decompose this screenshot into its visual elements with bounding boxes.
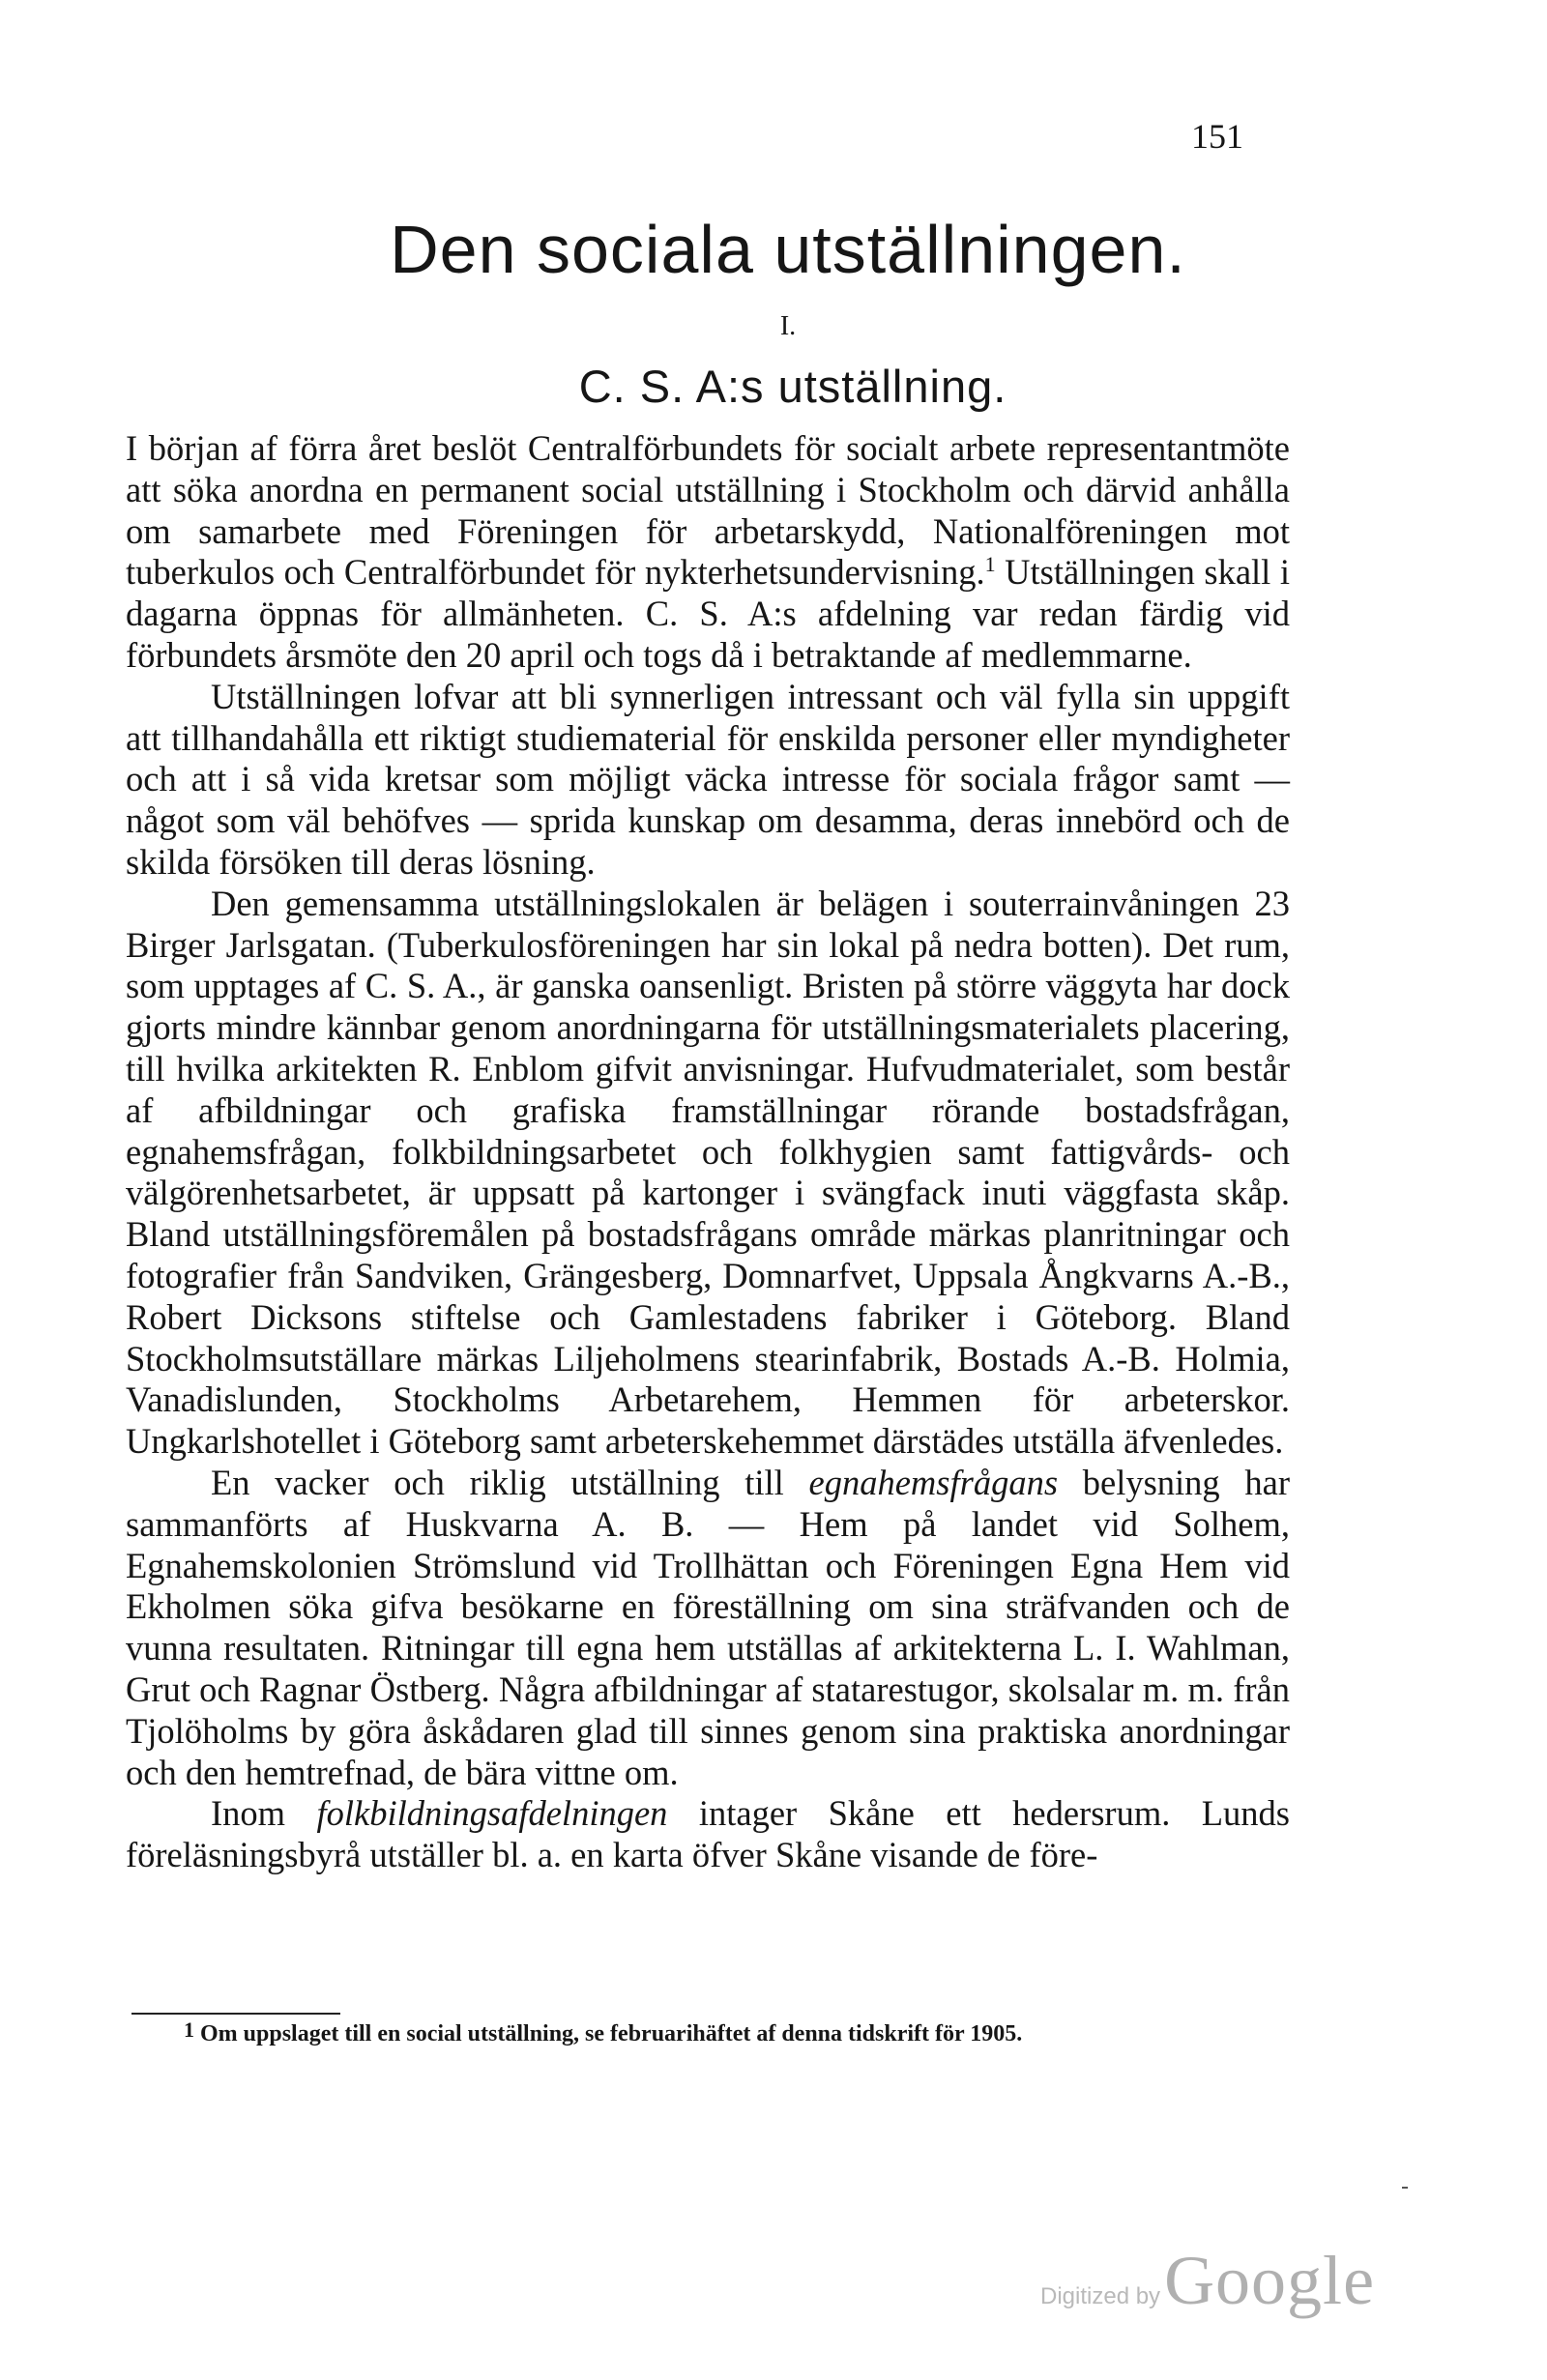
google-logo: Google	[1164, 2242, 1376, 2319]
watermark-prefix: Digitized by	[1040, 2283, 1161, 2309]
paragraph-4-text: En vacker och riklig utställning till	[211, 1462, 809, 1502]
article-title: Den sociala utställningen.	[390, 212, 1186, 287]
paragraph-1-text: I början af förra året beslöt Centralförbundets för socialt arbete representantmöte att söka anordna en permanent social utställning i Stockholm och därvid anhålla om samarbete med Föreningen för arbetarskydd, Nationalföreningen mot tuberkulos och Centralförbundet för nykterhetsundervisning.	[126, 428, 1290, 593]
section-number: I.	[779, 311, 797, 341]
paragraph-5-emphasis: folkbildningsafdelningen	[316, 1793, 668, 1834]
footnote-reference: 1	[984, 552, 996, 577]
paragraph-1	[126, 428, 1290, 677]
paragraph-5-continuation: intager Skåne ett hedersrum. Lunds föreläsningsbyrå utställer bl. a. en karta öfver Skåne visande de före-	[126, 1793, 1291, 1875]
paragraph-4-emphasis: egnahemsfrågans	[808, 1462, 1059, 1502]
scan-speck	[1402, 2187, 1408, 2189]
paragraph-4-continuation: belysning har sammanförts af Huskvarna A. B. — Hem på landet vid Solhem, Egnahemskolonien Strömslund vid Trollhättan och Föreningen Egna Hem vid Ekholmen söka gifva besökarne en föreställning om sina sträfvanden och de vunna resultaten. Ritningar till egna hem utställas af arkitekterna L. I. Wahlman, Grut och Ragnar Östberg. Några afbildningar af statarestugor, skolsalar m. m. från Tjolöholms by göra åskådaren glad till sinnes genom sina praktiska anordningar och den hemtrefnad, de bära vittne om.	[126, 1462, 1290, 1792]
paragraph-3: Den gemensamma utställningslokalen är belägen i souterrainvåningen 23 Birger Jarlsgatan. (Tuberkulosföreningen har sin lokal på nedra botten). Det rum, som upptages af C. S. A., är ganska oansenligt. Bristen på större väggyta har dock gjorts mindre kännbar genom anordningarna för utställningsmaterialets placering, till hvilka arkitekten R. Enblom gifvit anvisningar. Hufvudmaterialet, som består af afbildningar och grafiska framställningar rörande bostadsfrågan, egnahemsfrågan, folkbildningsarbetet och folkhygien samt fattigvårds- och välgörenhetsarbetet, är uppsatt på kartonger i svängfack inuti väggfasta skåp. Bland utställningsföremålen på bostadsfrågans område märkas planritningar och fotografier från Sandviken, Grängesberg, Domnarfvet, Uppsala Ångkvarns A.-B., Robert Dicksons stiftelse och Gamlestadens fabriker i Göteborg. Bland Stockholmsutställare märkas Liljeholmens stearinfabrik, Bostads A.-B. Holmia, Vanadislunden, Stockholms Arbetarehem, Hemmen för arbeterskor. Ungkarlshotellet i Göteborg samt arbeterskehemmet därstädes utställa äfvenledes.	[126, 883, 1290, 1462]
paragraph-5-text: Inom	[211, 1793, 317, 1834]
footnote-mark: 1	[184, 2017, 194, 2042]
footnote-text: Om uppslaget till en social utställning, se februarihäftet af denna tidskrift för 1905.	[200, 2021, 1023, 2046]
section-heading: C. S. A:s utställning.	[578, 361, 1007, 412]
paragraph-1-continuation: Utställningen skall i dagarna öppnas för allmänheten. C. S. A:s afdelning var redan färdig vid förbundets årsmöte den 20 april och togs då i betraktande af medlemmarne.	[126, 552, 1290, 675]
digitization-watermark	[1040, 2241, 1375, 2321]
paragraph-2: Utställningen lofvar att bli synnerligen intressant och väl fylla sin uppgift att tillhandahålla ett riktigt studiematerial för enskilda personer eller myndigheter och att i så vida kretsar som möjligt väcka intresse för sociala frågor samt — något som väl behöfves — sprida kunskap om desamma, deras innebörd och de skilda försöken till deras lösning.	[126, 676, 1290, 882]
footnote	[128, 2017, 1290, 2051]
page-number: 151	[1191, 117, 1243, 156]
paragraph-4	[126, 1463, 1290, 1793]
paragraph-5	[126, 1793, 1290, 1876]
article-body	[126, 428, 1290, 1876]
footnote-divider	[131, 2013, 340, 2015]
